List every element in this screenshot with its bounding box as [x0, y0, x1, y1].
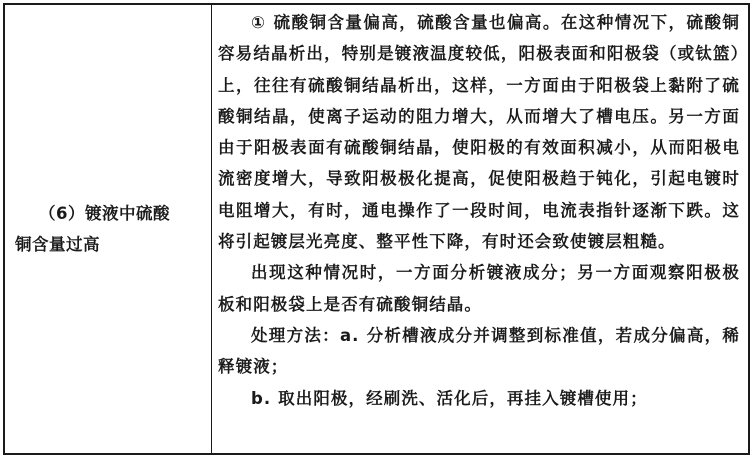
issue-label — [15, 198, 170, 260]
solution-cell — [212, 5, 748, 453]
method-a-paragraph — [218, 320, 740, 383]
cause-paragraph: ① 硫酸铜含量偏高，硫酸含量也偏高。在这种情况下，硫酸铜容易结晶析出，特别是镀液温度较低，阳极表面和阳极袋（或钛篮）上，往往有硫酸铜结晶析出，这样，一方面由于阳极袋上黏附了硫酸铜结晶，使离子运动的阻力增大，从而增大了槽电压。另一方面由于阳极表面有硫酸铜结晶，使阳极的有效面积减小，从而阳极电流密度增大，导致阳极极化提高，促使阳极趋于钝化，引起电镀时电阻增大，有时，通电操作了一段时间，电流表指针逐渐下跌。这将引起镀层光亮度、整平性下降，有时还会致使镀层粗糙。 — [218, 13, 740, 252]
method-label: 处理方法： — [251, 325, 340, 345]
method-a-text: a. 分析槽液成分并调整到标准值，若成分偏高，稀释镀液； — [218, 325, 741, 377]
method-b-paragraph: b. 取出阳极，经刷洗、活化后，再挂入镀槽使用； — [251, 388, 648, 408]
issue-label-line2: 铜含量过高 — [15, 235, 100, 254]
troubleshooting-table — [3, 3, 750, 455]
issue-cell — [5, 5, 212, 453]
inspection-paragraph: 出现这种情况时，一方面分析镀液成分；另一方面观察阳极极板和阳极袋上是否有硫酸铜结晶。 — [218, 263, 740, 314]
issue-label-line1: （6）镀液中硫酸 — [39, 204, 170, 223]
